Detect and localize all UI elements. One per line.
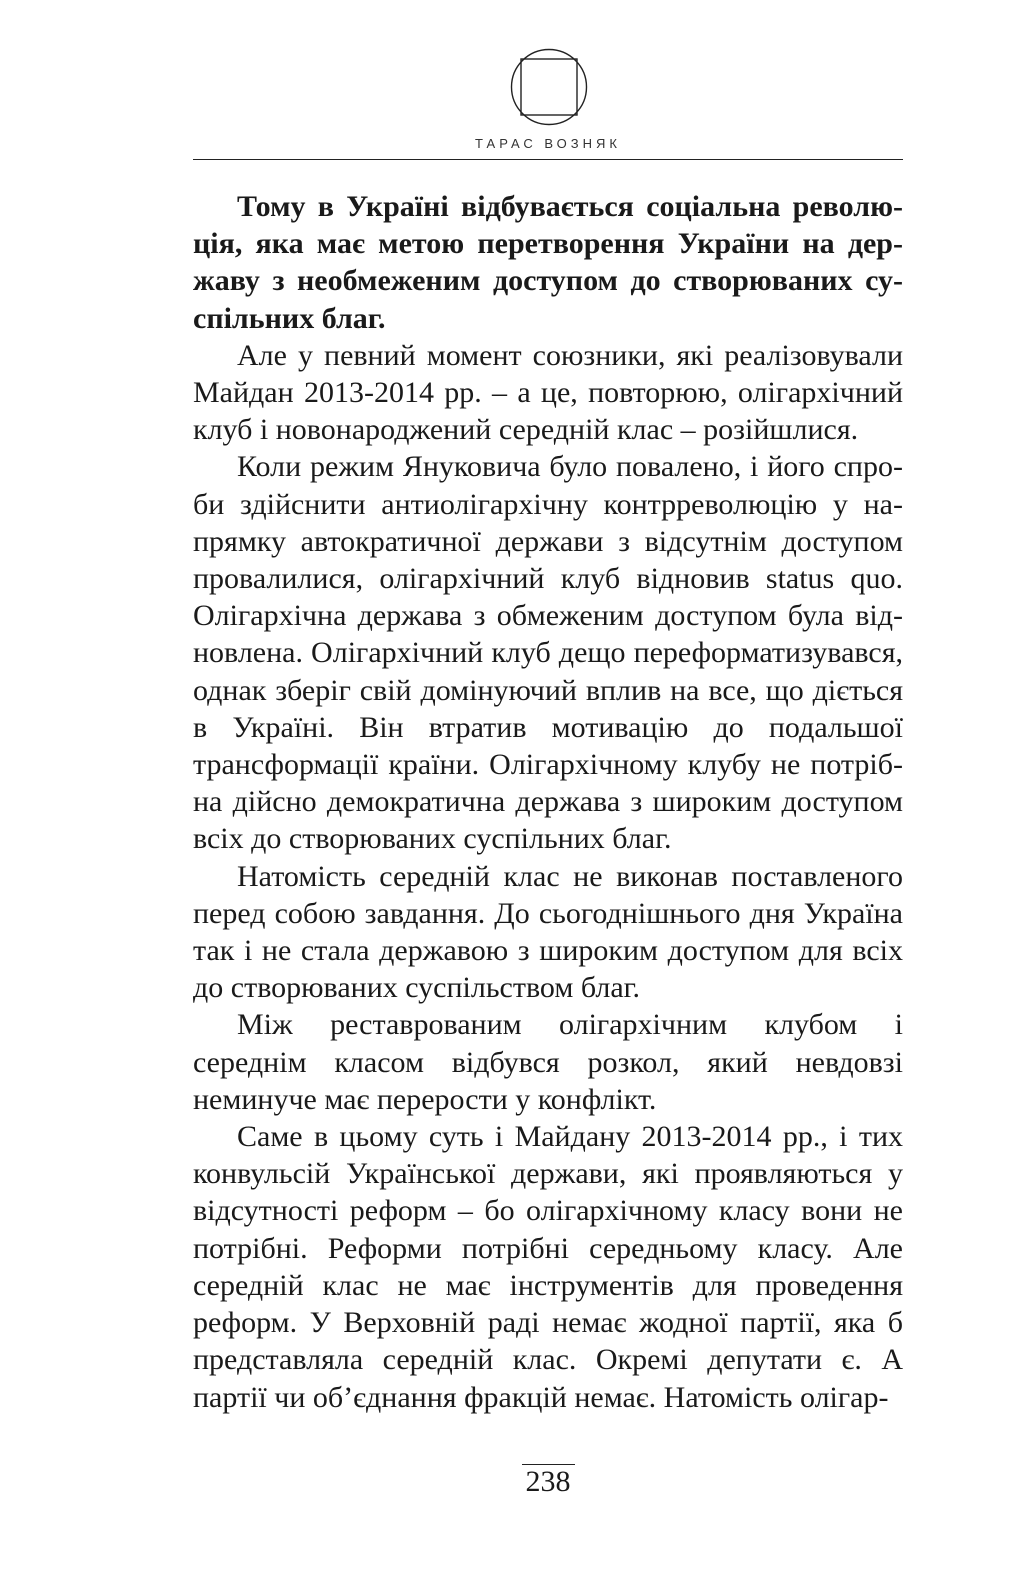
header-divider (193, 159, 903, 160)
running-head-title: ТАРАС ВОЗНЯК (475, 136, 621, 151)
paragraph-5: Між реставрованим олігархічним клубом і середнім класом відбувся розкол, який невдовзі неминуче має перерости у конфлікт. (193, 1008, 903, 1116)
body-text (193, 188, 903, 1416)
paragraph-6: Саме в цьому суть і Майдану 2013-2014 рр., і тих конвульсій Української держави, які проявляються у відсутності реформ – бо олігархічному класу вони не потрібні. Реформи потрібні середньому класу. Але середній клас не має інструментів для проведення реформ. У Верховній раді немає жодної партії, яка б представляла середній клас. Окремі депутати є. А партії чи об’єднання фракцій немає. Натомість олігар- (193, 1120, 903, 1414)
paragraph-3: Коли режим Януковича було повалено, і його спроби здійснити антиолігархічну контрреволюцію у напрямку автократичної держави з відсутнім доступом провалилися, олігархічний клуб відновив status quo. Олігархічна держава з обмеженим доступом була відновлена. Олігархічний клуб дещо переформатизувався, однак зберіг свій домінуючий вплив на все, що діється в Україні. Він втратив мотивацію до подальшої трансформації країни. Олігархічному клубу не потрібна дійсно демократична держава з широким доступом всіх до створюваних суспільних благ. (193, 450, 903, 856)
paragraph-1: Тому в Україні відбувається соціальна революція, яка має метою перетворення України на державу з необмеженим доступом до створюваних суспільних благ. (193, 190, 903, 335)
page-number-container (193, 1464, 903, 1499)
page-number: 238 (522, 1464, 575, 1499)
paragraph-4: Натомість середній клас не виконав поставленого перед собою завдання. До сьогоднішнього дня Україна так і не стала державою з широким доступом для всіх до створюваних суспільством благ. (193, 859, 903, 1005)
paragraph-2: Але у певний момент союзники, які реалізовували Майдан 2013-2014 рр. – а це, повторюю, олігархічний клуб і новонароджений середній клас – розійшлися. (193, 338, 903, 447)
circle-square-emblem-icon (510, 48, 588, 126)
